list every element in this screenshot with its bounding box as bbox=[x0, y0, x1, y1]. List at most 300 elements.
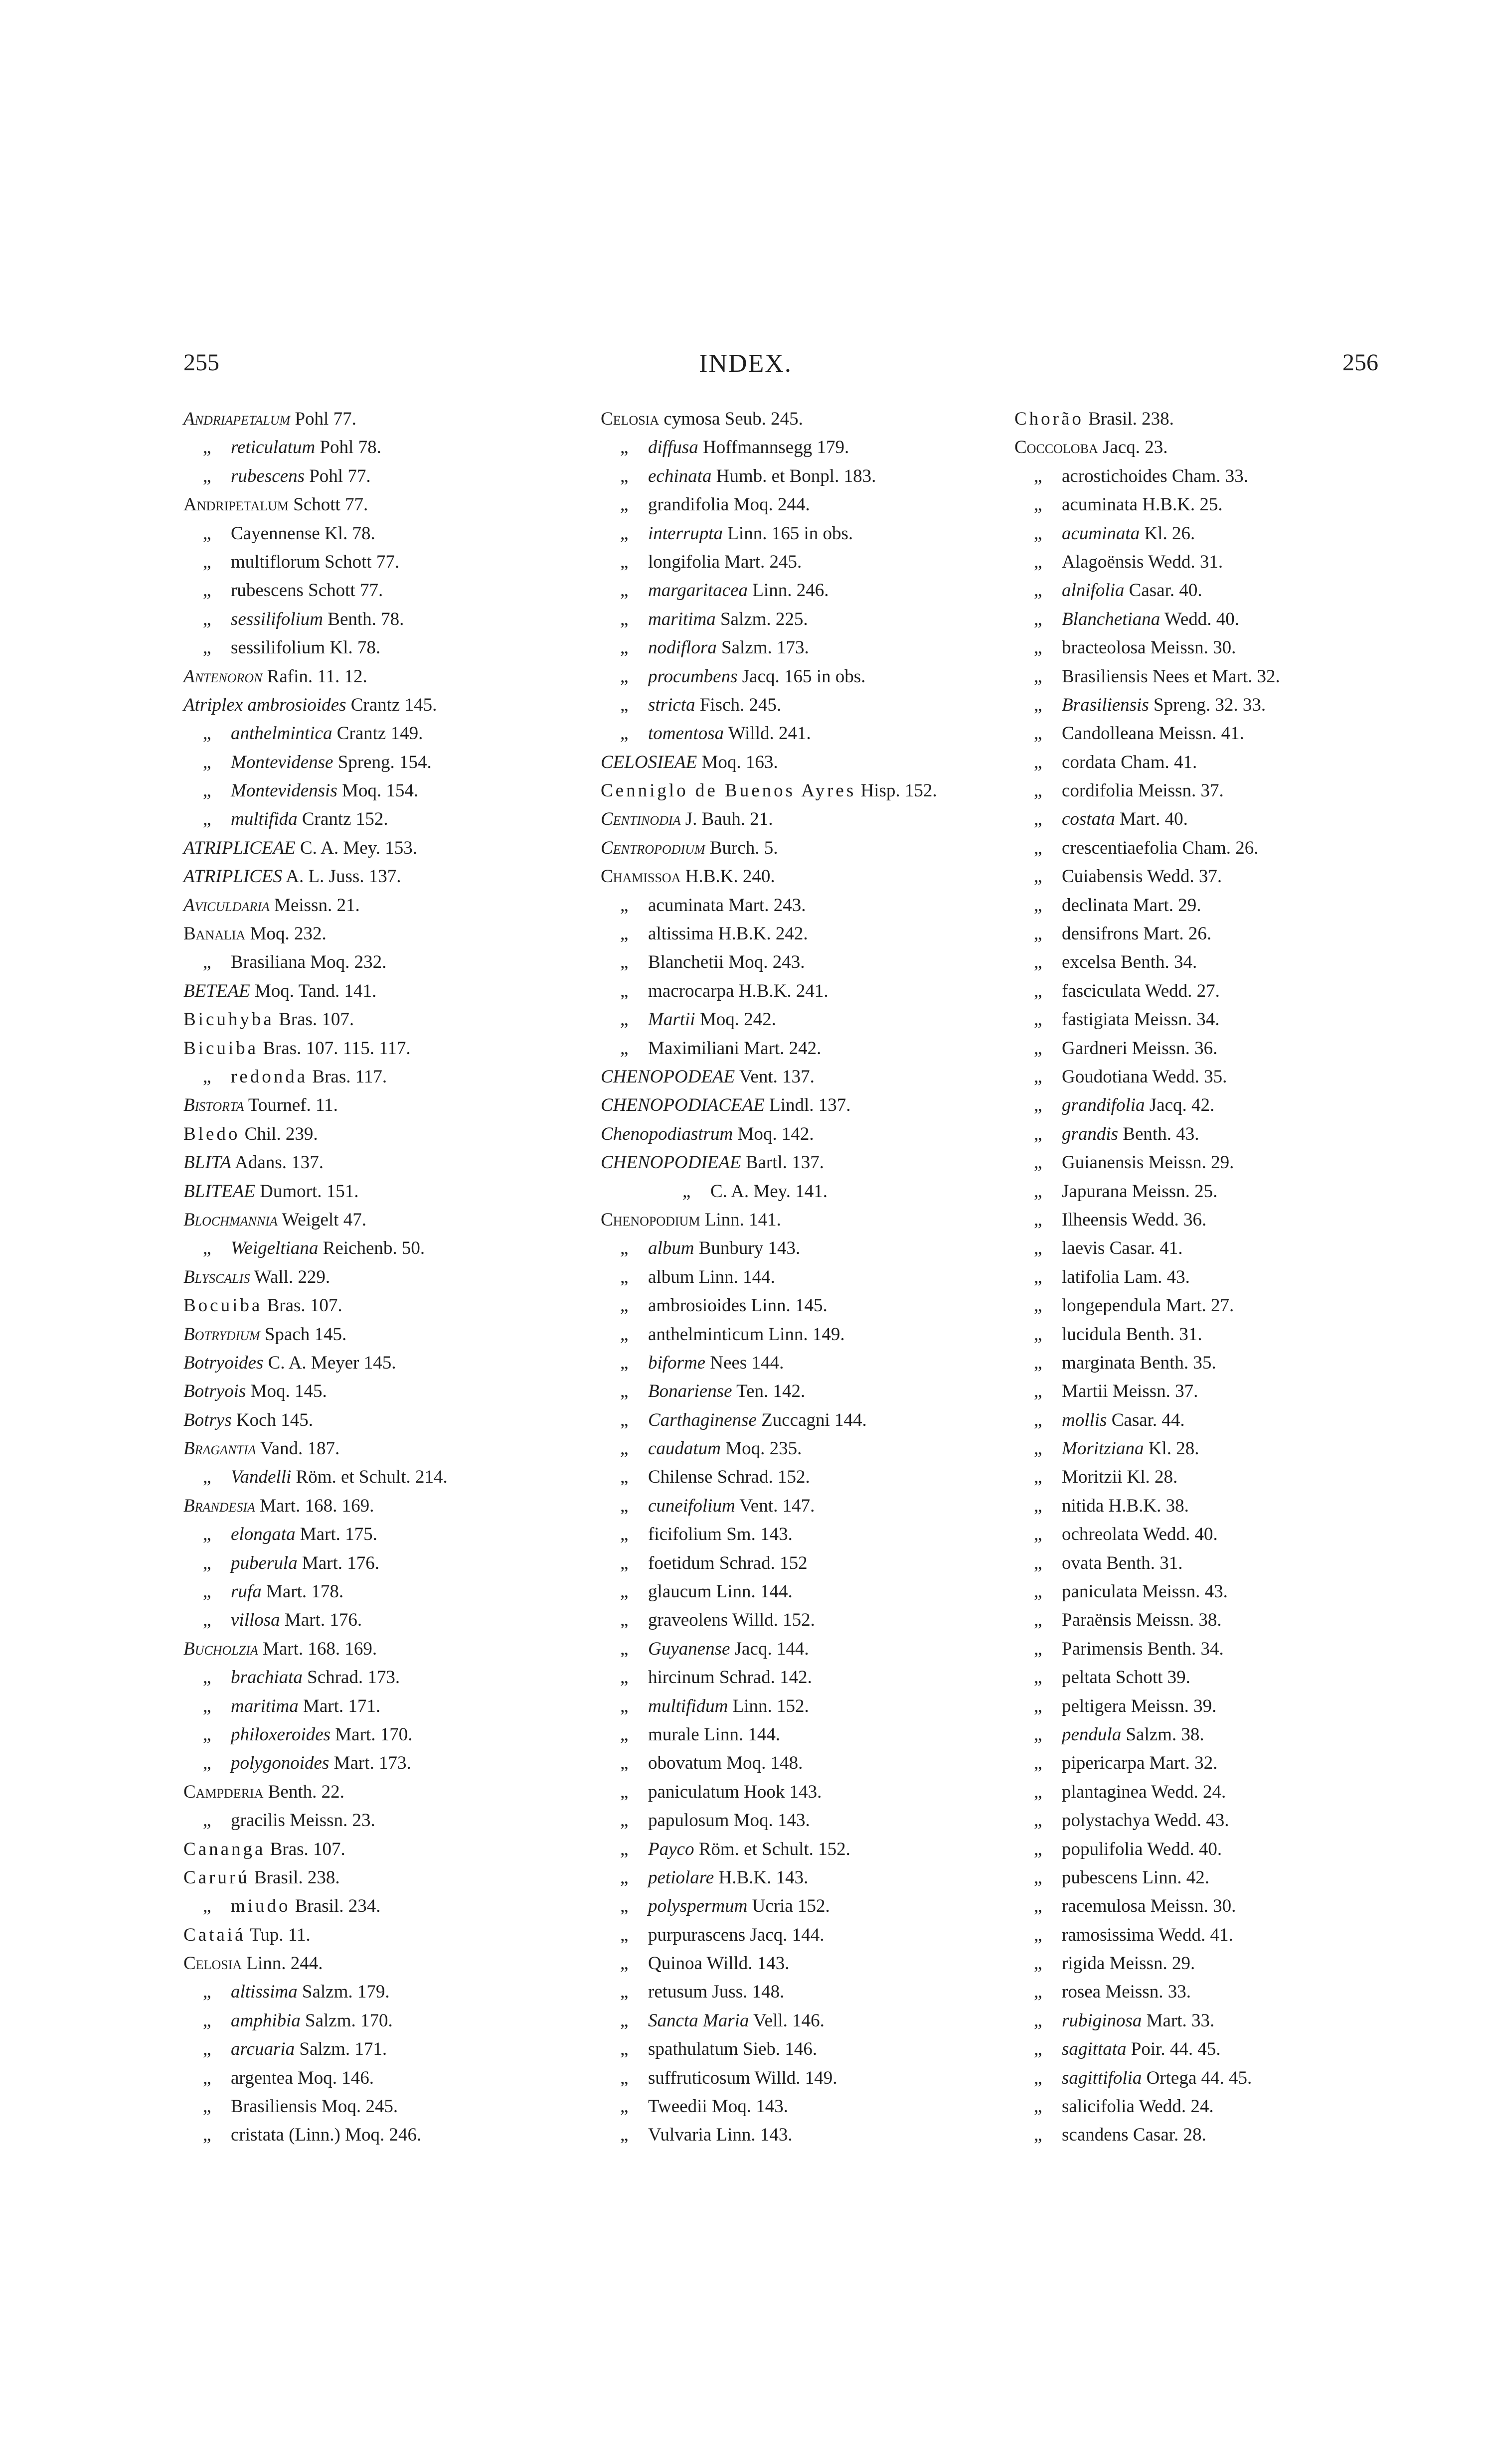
taxon-name: rubescens bbox=[231, 580, 304, 601]
taxon-name: obovatum bbox=[648, 1753, 722, 1774]
index-subentry: „ Sancta Maria Vell. 146. bbox=[620, 2010, 825, 2031]
index-entry bbox=[183, 1492, 582, 1520]
index-subentry: „ Chilense Schrad. 152. bbox=[620, 1467, 810, 1488]
index-subentry: „ Vulvaria Linn. 143. bbox=[620, 2125, 793, 2146]
taxon-name: Chorão bbox=[1014, 409, 1084, 429]
index-subentry: „ murale Linn. 144. bbox=[620, 1724, 781, 1745]
index-entry bbox=[183, 920, 582, 948]
authority-and-pages: Moq. 142. bbox=[733, 1123, 814, 1144]
taxon-name: elongata bbox=[231, 1524, 296, 1545]
taxon-name: mollis bbox=[1062, 1409, 1107, 1430]
authority-and-pages: Linn. 144. bbox=[699, 1724, 781, 1745]
taxon-name: grandis bbox=[1062, 1123, 1119, 1144]
authority-and-pages: Pohl 78. bbox=[315, 437, 381, 458]
taxon-name: BLITEAE bbox=[183, 1181, 255, 1202]
authority-and-pages: Nees et Mart. 32. bbox=[1148, 666, 1280, 687]
index-subentry: „ suffruticosum Willd. 149. bbox=[620, 2067, 837, 2088]
index-subentry: „ miudo Brasil. 234. bbox=[203, 1896, 381, 1917]
index-subentry: „ acuminata Mart. 243. bbox=[620, 895, 806, 916]
index-entry bbox=[183, 1434, 582, 1463]
index-entry bbox=[601, 405, 999, 433]
taxon-name: stricta bbox=[648, 694, 695, 715]
taxon-name: villosa bbox=[231, 1610, 280, 1631]
authority-and-pages: Willd. 149. bbox=[750, 2067, 837, 2088]
taxon-name: Martii bbox=[1062, 1381, 1108, 1402]
taxon-name: acuminata bbox=[1062, 523, 1140, 544]
authority-and-pages: Ten. 142. bbox=[732, 1381, 806, 1402]
taxon-name: Bistorta bbox=[183, 1095, 244, 1116]
taxon-name: maritima bbox=[648, 609, 716, 629]
taxon-name: laevis bbox=[1062, 1238, 1105, 1259]
taxon-name: philoxeroides bbox=[231, 1724, 331, 1745]
authority-and-pages: Tup. 11. bbox=[245, 1924, 311, 1945]
index-subentry: „ cordata Cham. 41. bbox=[1034, 752, 1197, 772]
authority-and-pages: Meissn. 30. bbox=[1146, 1896, 1236, 1917]
index-subentry: „ macrocarpa H.B.K. 241. bbox=[620, 980, 828, 1001]
index-subentry: „ Maximiliani Mart. 242. bbox=[620, 1038, 822, 1059]
authority-and-pages: Salzm. 225. bbox=[715, 609, 808, 629]
authority-and-pages: Bras. 107. 115. 117. bbox=[258, 1038, 411, 1059]
taxon-name: retusum bbox=[648, 1982, 708, 2002]
authority-and-pages: Wedd. 41. bbox=[1154, 1924, 1233, 1945]
index-entry bbox=[601, 1120, 999, 1148]
index-subentry: „ pipericarpa Mart. 32. bbox=[1034, 1753, 1218, 1774]
taxon-name: cordata bbox=[1062, 752, 1116, 772]
taxon-name: nodiflora bbox=[648, 637, 717, 658]
index-subentry: „ ramosissima Wedd. 41. bbox=[1034, 1924, 1233, 1945]
taxon-name: alnifolia bbox=[1062, 580, 1125, 601]
index-subentry: „ Brasiliana Moq. 232. bbox=[203, 952, 387, 973]
index-subentry: „ ovata Benth. 31. bbox=[1034, 1552, 1183, 1573]
taxon-name: multifida bbox=[231, 809, 298, 830]
authority-and-pages: Mart. 27. bbox=[1161, 1295, 1234, 1316]
taxon-name: lucidula bbox=[1062, 1324, 1122, 1345]
authority-and-pages: C. A. Mey. 153. bbox=[295, 837, 417, 858]
index-subentry: „ Vandelli Röm. et Schult. 214. bbox=[203, 1467, 448, 1488]
index-subentry: „ mollis Casar. 44. bbox=[1034, 1409, 1185, 1430]
authority-and-pages: Sieb. 146. bbox=[738, 2039, 818, 2060]
index-subentry: „ Bonariense Ten. 142. bbox=[620, 1381, 806, 1402]
taxon-name: peltata bbox=[1062, 1667, 1111, 1688]
authority-and-pages: Mart. 168. 169. bbox=[255, 1495, 374, 1516]
authority-and-pages: Mart. 171. bbox=[298, 1695, 381, 1716]
authority-and-pages: Willd. 152. bbox=[728, 1610, 815, 1631]
index-subentry: „ excelsa Benth. 34. bbox=[1034, 952, 1197, 973]
index-subentry: „ Japurana Meissn. 25. bbox=[1034, 1181, 1218, 1202]
authority-and-pages: Wedd. 37. bbox=[1143, 866, 1222, 887]
index-subentry: „ puberula Mart. 176. bbox=[203, 1552, 380, 1573]
taxon-name: suffruticosum bbox=[648, 2067, 750, 2088]
authority-and-pages: H.B.K. 241. bbox=[734, 980, 828, 1001]
authority-and-pages: Crantz 149. bbox=[332, 723, 423, 744]
authority-and-pages: Mart. 40. bbox=[1115, 809, 1188, 830]
authority-and-pages: Linn. 42. bbox=[1138, 1867, 1209, 1888]
authority-and-pages: Wedd. 27. bbox=[1141, 980, 1220, 1001]
authority-and-pages: Mart. 245. bbox=[719, 551, 802, 572]
taxon-name: Chamissoa bbox=[601, 866, 681, 887]
index-entry bbox=[183, 1349, 582, 1377]
index-entry bbox=[183, 1177, 582, 1206]
taxon-name: pendula bbox=[1062, 1724, 1122, 1745]
index-subentry: „ pendula Salzm. 38. bbox=[1034, 1724, 1204, 1745]
taxon-name: Bicuiba bbox=[183, 1038, 259, 1059]
authority-and-pages: Vent. 137. bbox=[735, 1066, 815, 1087]
authority-and-pages: Mart. 175. bbox=[295, 1524, 377, 1545]
authority-and-pages: Hisp. 152. bbox=[856, 780, 937, 801]
taxon-name: tomentosa bbox=[648, 723, 724, 744]
authority-and-pages: Kl. 26. bbox=[1140, 523, 1195, 544]
taxon-name: macrocarpa bbox=[648, 980, 734, 1001]
taxon-name: Bonariense bbox=[648, 1381, 732, 1402]
index-entry bbox=[601, 1063, 999, 1091]
index-subentry: „ hircinum Schrad. 142. bbox=[620, 1667, 812, 1688]
taxon-name: hircinum bbox=[648, 1667, 715, 1688]
authority-and-pages: Benth. 31. bbox=[1102, 1552, 1183, 1573]
authority-and-pages: Meissn. 37. bbox=[1108, 1381, 1198, 1402]
taxon-name: Andripetalum bbox=[183, 494, 289, 515]
authority-and-pages: C. A. Mey. 141. bbox=[710, 1181, 828, 1202]
index-entry bbox=[183, 862, 582, 891]
index-subentry: „ grandifolia Jacq. 42. bbox=[1034, 1095, 1215, 1116]
authority-and-pages: Moq. 244. bbox=[729, 494, 810, 515]
authority-and-pages: Wedd. 36. bbox=[1127, 1209, 1207, 1230]
authority-and-pages: Juss. 148. bbox=[707, 1982, 785, 2002]
authority-and-pages: Moq. 232. bbox=[306, 952, 387, 973]
index-subentry: „ rigida Meissn. 29. bbox=[1034, 1953, 1195, 1974]
index-subentry: „ Moritziana Kl. 28. bbox=[1034, 1438, 1199, 1459]
index-subentry: „ bracteolosa Meissn. 30. bbox=[1034, 637, 1236, 658]
authority-and-pages: H.B.K. 242. bbox=[713, 924, 808, 944]
index-subentry: „ altissima H.B.K. 242. bbox=[620, 924, 808, 944]
index-subentry: „ echinata Humb. et Bonpl. 183. bbox=[620, 465, 876, 486]
authority-and-pages: Wedd. 43. bbox=[1150, 1810, 1229, 1831]
taxon-name: Coccoloba bbox=[1014, 437, 1098, 458]
taxon-name: Parimensis bbox=[1062, 1638, 1143, 1659]
authority-and-pages: Moq. 143. bbox=[707, 2096, 789, 2117]
index-subentry: „ Goudotiana Wedd. 35. bbox=[1034, 1066, 1227, 1087]
taxon-name: Brasiliensis bbox=[1062, 694, 1149, 715]
authority-and-pages: Chil. 239. bbox=[240, 1123, 318, 1144]
authority-and-pages: J. Bauh. 21. bbox=[680, 809, 773, 830]
taxon-name: longependula bbox=[1062, 1295, 1161, 1316]
taxon-name: Blanchetiana bbox=[1062, 609, 1160, 629]
taxon-name: Celosia bbox=[183, 1953, 242, 1974]
authority-and-pages: Fisch. 245. bbox=[695, 694, 782, 715]
index-entry bbox=[183, 490, 582, 519]
authority-and-pages: Salzm. 173. bbox=[716, 637, 809, 658]
taxon-name: Gardneri bbox=[1062, 1038, 1128, 1059]
taxon-name: Bragantia bbox=[183, 1438, 256, 1459]
index-subentry: „ peltigera Meissn. 39. bbox=[1034, 1695, 1217, 1716]
index-subentry: „ nitida H.B.K. 38. bbox=[1034, 1495, 1189, 1516]
taxon-name: Antenoron bbox=[183, 666, 263, 687]
taxon-name: multiflorum bbox=[231, 551, 320, 572]
taxon-name: reticulatum bbox=[231, 437, 316, 458]
taxon-name: sagittata bbox=[1062, 2039, 1127, 2060]
taxon-name: anthelmintica bbox=[231, 723, 332, 744]
taxon-name: album bbox=[648, 1266, 694, 1287]
authority-and-pages: Moq. Tand. 141. bbox=[250, 980, 377, 1001]
index-entry bbox=[183, 1949, 582, 1978]
authority-and-pages: Benth. 22. bbox=[263, 1781, 344, 1802]
authority-and-pages: Spreng. 32. 33. bbox=[1149, 694, 1266, 715]
authority-and-pages: Koch 145. bbox=[231, 1409, 314, 1430]
index-entry bbox=[183, 1148, 582, 1177]
index-subentry: „ purpurascens Jacq. 144. bbox=[620, 1924, 825, 1945]
taxon-name: polystachya bbox=[1062, 1810, 1150, 1831]
taxon-name: Paraënsis bbox=[1062, 1610, 1132, 1631]
authority-and-pages: Meissn. 38. bbox=[1131, 1610, 1222, 1631]
index-entry bbox=[183, 1406, 582, 1434]
taxon-name: scandens bbox=[1062, 2125, 1129, 2146]
taxon-name: polyspermum bbox=[648, 1896, 748, 1917]
index-subentry: „ latifolia Lam. 43. bbox=[1034, 1266, 1190, 1287]
taxon-name: marginata bbox=[1062, 1352, 1136, 1373]
taxon-name: Brandesia bbox=[183, 1495, 255, 1516]
taxon-name: Campderia bbox=[183, 1781, 264, 1802]
index-entry bbox=[601, 805, 999, 833]
index-subentry: „ argentea Moq. 146. bbox=[203, 2067, 374, 2088]
taxon-name: interrupta bbox=[648, 523, 723, 544]
index-subentry: „ arcuaria Salzm. 171. bbox=[203, 2039, 387, 2060]
authority-and-pages: Bartl. 137. bbox=[741, 1152, 825, 1173]
taxon-name: Sancta Maria bbox=[648, 2010, 749, 2031]
index-subentry: „ Candolleana Meissn. 41. bbox=[1034, 723, 1244, 744]
taxon-name: Blochmannia bbox=[183, 1209, 278, 1230]
authority-and-pages: Wedd. 24. bbox=[1147, 1781, 1226, 1802]
authority-and-pages: cymosa Seub. 245. bbox=[659, 409, 803, 429]
authority-and-pages: Brasil. 234. bbox=[290, 1896, 381, 1917]
taxon-name: populifolia bbox=[1062, 1839, 1143, 1859]
index-entry bbox=[183, 977, 582, 1005]
index-subentry: „ anthelminticum Linn. 149. bbox=[620, 1324, 845, 1345]
taxon-name: sagittifolia bbox=[1062, 2067, 1142, 2088]
taxon-name: Botryois bbox=[183, 1381, 246, 1402]
taxon-name: costata bbox=[1062, 809, 1115, 830]
authority-and-pages: Salzm. 171. bbox=[295, 2039, 387, 2060]
taxon-name: multifidum bbox=[648, 1695, 728, 1716]
authority-and-pages: Röm. et Schult. 214. bbox=[291, 1467, 448, 1488]
taxon-name: murale bbox=[648, 1724, 699, 1745]
taxon-name: Goudotiana bbox=[1062, 1066, 1148, 1087]
taxon-name: Bledo bbox=[183, 1123, 240, 1144]
index-subentry: „ laevis Casar. 41. bbox=[1034, 1238, 1183, 1259]
authority-and-pages: Wedd. 35. bbox=[1148, 1066, 1227, 1087]
index-subentry: „ sagittifolia Ortega 44. 45. bbox=[1034, 2067, 1252, 2088]
index-subentry: „ polystachya Wedd. 43. bbox=[1034, 1810, 1229, 1831]
taxon-name: spathulatum bbox=[648, 2039, 738, 2060]
authority-and-pages: Schrad. 173. bbox=[302, 1667, 400, 1688]
authority-and-pages: Rafin. 11. 12. bbox=[262, 666, 367, 687]
index-subentry: „ Ilheensis Wedd. 36. bbox=[1034, 1209, 1207, 1230]
taxon-name: Montevidensis bbox=[231, 780, 337, 801]
taxon-name: miudo bbox=[231, 1896, 291, 1917]
taxon-name: rigida bbox=[1062, 1953, 1105, 1974]
index-entry bbox=[601, 748, 999, 776]
taxon-name: Brasiliana bbox=[231, 952, 306, 973]
taxon-name: glaucum bbox=[648, 1581, 712, 1602]
index-subentry: „ graveolens Willd. 152. bbox=[620, 1610, 815, 1631]
taxon-name: argentea bbox=[231, 2067, 293, 2088]
authority-and-pages: Hoffmannsegg 179. bbox=[698, 437, 849, 458]
index-subentry: „ Weigeltiana Reichenb. 50. bbox=[203, 1238, 425, 1259]
taxon-name: Alagoënsis bbox=[1062, 551, 1144, 572]
index-subentry: „ marginata Benth. 35. bbox=[1034, 1352, 1216, 1373]
taxon-name: grandifolia bbox=[648, 494, 729, 515]
authority-and-pages: Mart. 29. bbox=[1128, 895, 1201, 916]
index-subentry: „ Martii Moq. 242. bbox=[620, 1009, 776, 1030]
authority-and-pages: Moq. 145. bbox=[246, 1381, 327, 1402]
index-entry bbox=[183, 1778, 582, 1806]
index-subentry: „ redonda Bras. 117. bbox=[203, 1066, 387, 1087]
index-subentry: „ cristata (Linn.) Moq. 246. bbox=[203, 2125, 422, 2146]
index-subentry: „ Brasiliensis Moq. 245. bbox=[203, 2096, 398, 2117]
index-entry bbox=[183, 1320, 582, 1349]
authority-and-pages: Wedd. 40. bbox=[1139, 1524, 1218, 1545]
taxon-name: Cataiá bbox=[183, 1924, 246, 1945]
taxon-name: altissima bbox=[231, 1982, 298, 2002]
taxon-name: Moritzii bbox=[1062, 1467, 1123, 1488]
authority-and-pages: Moq. 154. bbox=[337, 780, 419, 801]
authority-and-pages: Linn. 144. bbox=[694, 1266, 775, 1287]
index-subentry: „ caudatum Moq. 235. bbox=[620, 1438, 802, 1459]
authority-and-pages: Wedd. 40. bbox=[1143, 1839, 1222, 1859]
taxon-name: margaritacea bbox=[648, 580, 748, 601]
authority-and-pages: Linn. 149. bbox=[764, 1324, 845, 1345]
taxon-name: Quinoa bbox=[648, 1953, 702, 1974]
authority-and-pages: Benth. 78. bbox=[323, 609, 404, 629]
index-subentry: „ anthelmintica Crantz 149. bbox=[203, 723, 423, 744]
authority-and-pages: Linn. 152. bbox=[728, 1695, 809, 1716]
index-subentry: „ lucidula Benth. 31. bbox=[1034, 1324, 1202, 1345]
authority-and-pages: Salzm. 179. bbox=[297, 1982, 390, 2002]
taxon-name: Centinodia bbox=[601, 809, 681, 830]
taxon-name: Brasiliensis bbox=[231, 2096, 317, 2117]
authority-and-pages: Jacq. 42. bbox=[1145, 1095, 1215, 1116]
authority-and-pages: Mart. 168. 169. bbox=[258, 1638, 377, 1659]
index-entry bbox=[601, 1091, 999, 1119]
authority-and-pages: Vell. 146. bbox=[749, 2010, 825, 2031]
authority-and-pages: Zuccagni 144. bbox=[756, 1409, 867, 1430]
authority-and-pages: Meissn. 33. bbox=[1101, 1982, 1191, 2002]
authority-and-pages: Moq. 235. bbox=[720, 1438, 802, 1459]
authority-and-pages: (Linn.) Moq. 246. bbox=[284, 2125, 422, 2146]
taxon-name: ficifolium bbox=[648, 1524, 722, 1545]
authority-and-pages: Hook 143. bbox=[739, 1781, 822, 1802]
authority-and-pages: Vand. 187. bbox=[256, 1438, 340, 1459]
taxon-name: crescentiaefolia bbox=[1062, 837, 1178, 858]
taxon-name: Ilheensis bbox=[1062, 1209, 1128, 1230]
index-subentry: „ glaucum Linn. 144. bbox=[620, 1581, 793, 1602]
authority-and-pages: Moq. 242. bbox=[695, 1009, 776, 1030]
taxon-name: Vulvaria bbox=[648, 2125, 712, 2146]
index-subentry: „ crescentiaefolia Cham. 26. bbox=[1034, 837, 1259, 858]
authority-and-pages: Schott 77. bbox=[303, 580, 383, 601]
authority-and-pages: Ucria 152. bbox=[747, 1896, 830, 1917]
taxon-name: ovata bbox=[1062, 1552, 1102, 1573]
authority-and-pages: Pohl 77. bbox=[304, 465, 371, 486]
taxon-name: Bocuiba bbox=[183, 1295, 263, 1316]
page-title: INDEX. bbox=[699, 349, 792, 378]
authority-and-pages: Casar. 41. bbox=[1105, 1238, 1183, 1259]
index-subentry: „ margaritacea Linn. 246. bbox=[620, 580, 829, 601]
authority-and-pages: Crantz 145. bbox=[346, 694, 437, 715]
taxon-name: ATRIPLICES bbox=[183, 866, 283, 887]
index-subentry: „ foetidum Schrad. 152 bbox=[620, 1552, 808, 1573]
index-entry bbox=[183, 1377, 582, 1405]
left-page-number: 255 bbox=[183, 349, 219, 376]
authority-and-pages: Bras. 107. bbox=[265, 1839, 345, 1859]
authority-and-pages: Schrad. 142. bbox=[714, 1667, 812, 1688]
index-subentry: „ Payco Röm. et Schult. 152. bbox=[620, 1839, 850, 1859]
index-subentry: „ tomentosa Willd. 241. bbox=[620, 723, 811, 744]
taxon-name: CELOSIEAE bbox=[601, 752, 697, 772]
authority-and-pages: Wedd. 31. bbox=[1144, 551, 1223, 572]
index-subentry: „ elongata Mart. 175. bbox=[203, 1524, 377, 1545]
index-entry bbox=[601, 834, 999, 862]
authority-and-pages: Moq. 232. bbox=[245, 924, 327, 944]
index-entry bbox=[1014, 433, 1428, 462]
authority-and-pages: Benth. 31. bbox=[1121, 1324, 1202, 1345]
index-subentry: „ procumbens Jacq. 165 in obs. bbox=[620, 666, 866, 687]
taxon-name: rubiginosa bbox=[1062, 2010, 1142, 2031]
authority-and-pages: Wedd. 40. bbox=[1160, 609, 1240, 629]
authority-and-pages: Mart. 176. bbox=[297, 1552, 380, 1573]
authority-and-pages: Jacq. 23. bbox=[1098, 437, 1168, 458]
authority-and-pages: Crantz 152. bbox=[297, 809, 388, 830]
authority-and-pages: Sm. 143. bbox=[721, 1524, 793, 1545]
index-entry bbox=[183, 1091, 582, 1119]
index-subentry: „ sagittata Poir. 44. 45. bbox=[1034, 2039, 1221, 2060]
taxon-name: sessilifolium bbox=[231, 637, 326, 658]
authority-and-pages: Nees 144. bbox=[705, 1352, 784, 1373]
authority-and-pages: Brasil. 238. bbox=[249, 1867, 340, 1888]
taxon-name: latifolia bbox=[1062, 1266, 1120, 1287]
taxon-name: Vandelli bbox=[231, 1467, 292, 1488]
index-subentry: „ Martii Meissn. 37. bbox=[1034, 1381, 1198, 1402]
index-subentry: „ rubescens Pohl 77. bbox=[203, 465, 371, 486]
taxon-name: cristata bbox=[231, 2125, 284, 2146]
index-subentry: „ longifolia Mart. 245. bbox=[620, 551, 802, 572]
taxon-name: acrostichoides bbox=[1062, 465, 1167, 486]
index-subentry: „ multifidum Linn. 152. bbox=[620, 1695, 809, 1716]
index-subentry: „ spathulatum Sieb. 146. bbox=[620, 2039, 818, 2060]
taxon-name: Blanchetii bbox=[648, 952, 724, 973]
index-entry bbox=[601, 776, 999, 805]
authority-and-pages: Linn. 246. bbox=[748, 580, 829, 601]
authority-and-pages: Jacq. 144. bbox=[745, 1924, 825, 1945]
taxon-name: fasciculata bbox=[1062, 980, 1141, 1001]
authority-and-pages: Lindl. 137. bbox=[764, 1095, 851, 1116]
index-subentry: „ retusum Juss. 148. bbox=[620, 1982, 785, 2002]
authority-and-pages: Meissn. 41. bbox=[1154, 723, 1244, 744]
authority-and-pages: Linn. 145. bbox=[746, 1295, 828, 1316]
index-subentry: „ Guianensis Meissn. 29. bbox=[1034, 1152, 1234, 1173]
taxon-name: nitida bbox=[1062, 1495, 1104, 1516]
taxon-name: foetidum bbox=[648, 1552, 715, 1573]
index-subentry: „ Carthaginense Zuccagni 144. bbox=[620, 1409, 867, 1430]
taxon-name: album bbox=[648, 1238, 694, 1259]
taxon-name: Payco bbox=[648, 1839, 694, 1859]
taxon-name: amphibia bbox=[231, 2010, 301, 2031]
authority-and-pages: Moq. 148. bbox=[721, 1753, 803, 1774]
authority-and-pages: Linn. 244. bbox=[242, 1953, 323, 1974]
taxon-name: salicifolia bbox=[1062, 2096, 1135, 2117]
taxon-name: Candolleana bbox=[1062, 723, 1154, 744]
index-entry bbox=[1014, 405, 1428, 433]
index-subentry: „ multiflorum Schott 77. bbox=[203, 551, 400, 572]
authority-and-pages: Kl. 78. bbox=[320, 523, 375, 544]
